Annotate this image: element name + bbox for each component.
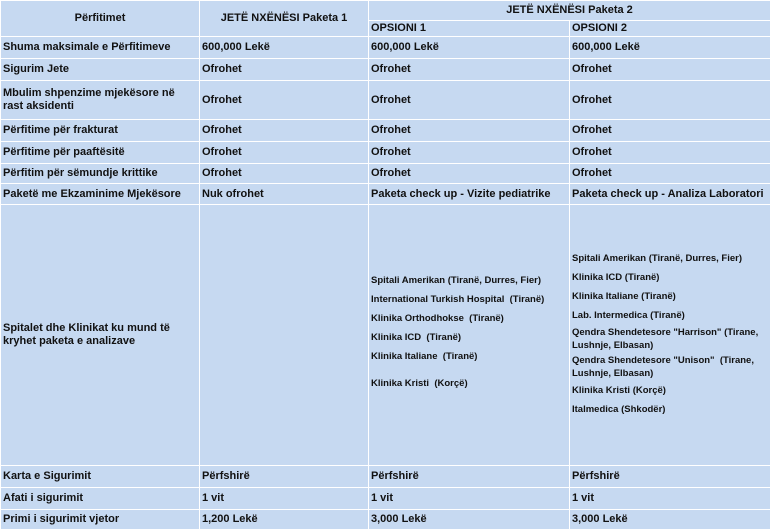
package1-value: 600,000 Lekë (200, 37, 369, 59)
table-row (1, 164, 770, 184)
row-label: Shuma maksimale e Përfitimeve (1, 37, 200, 59)
header-row (1, 1, 770, 21)
premium-option2: 3,000 Lekë (570, 510, 770, 530)
premium-label: Primi i sigurimit vjetor (1, 510, 200, 530)
row-label: Karta e Sigurimit (1, 466, 200, 488)
header-benefits: Përfitimet (1, 1, 200, 37)
option1-hospitals (369, 205, 570, 466)
package1-value: Ofrohet (200, 120, 369, 142)
row-label: Mbulim shpenzime mjekësore në rast aksidenti (1, 81, 200, 120)
list-item: Klinika Italiane (Tiranë) (371, 350, 567, 363)
package1-value: Ofrohet (200, 59, 369, 81)
list-item: Qendra Shendetesore "Unison" (Tirane, Lushnje, Elbasan) (572, 354, 768, 380)
table-row (1, 37, 770, 59)
option1-value: 600,000 Lekë (369, 37, 570, 59)
package1-value: 1 vit (200, 488, 369, 510)
table-row (1, 81, 770, 120)
package1-hospitals (200, 205, 369, 466)
list-item: Klinika Italiane (Tiranë) (572, 290, 768, 303)
option2-value: Ofrohet (570, 164, 770, 184)
list-item: Klinika ICD (Tiranë) (572, 271, 768, 284)
list-item: International Turkish Hospital (Tiranë) (371, 293, 567, 306)
list-item: Klinika Kristi (Korçë) (371, 377, 567, 390)
package1-value: Ofrohet (200, 142, 369, 164)
option2-hospital-list (572, 252, 768, 416)
package1-value: Ofrohet (200, 164, 369, 184)
premium-package1: 1,200 Lekë (200, 510, 369, 530)
table-row (1, 184, 770, 205)
row-label: Sigurim Jete (1, 59, 200, 81)
option1-value: Ofrohet (369, 120, 570, 142)
row-label: Përfitim për sëmundje krittike (1, 164, 200, 184)
list-item: Spitali Amerikan (Tiranë, Durres, Fier) (572, 252, 768, 265)
table-row (1, 59, 770, 81)
row-label: Paketë me Ekzaminime Mjekësore (1, 184, 200, 205)
option1-value: Ofrohet (369, 142, 570, 164)
option2-value: Ofrohet (570, 142, 770, 164)
option1-hospital-list (371, 274, 567, 390)
list-item: Qendra Shendetesore "Harrison" (Tirane, Lushnje, Elbasan) (572, 326, 768, 352)
table-row (1, 142, 770, 164)
list-item: Klinika ICD (Tiranë) (371, 331, 567, 344)
row-label: Afati i sigurimit (1, 488, 200, 510)
option1-value: Paketa check up - Vizite pediatrike (369, 184, 570, 205)
option2-value: 1 vit (570, 488, 770, 510)
premium-option1: 3,000 Lekë (369, 510, 570, 530)
package1-value: Nuk ofrohet (200, 184, 369, 205)
option2-value: Përfshirë (570, 466, 770, 488)
row-label: Përfitime për frakturat (1, 120, 200, 142)
header-option-2: OPSIONI 2 (570, 21, 770, 37)
option1-value: 1 vit (369, 488, 570, 510)
option1-value: Përfshirë (369, 466, 570, 488)
option2-value: Ofrohet (570, 59, 770, 81)
premium-row (1, 510, 770, 530)
table-row (1, 488, 770, 510)
option2-hospitals (570, 205, 770, 466)
header-package-1: JETË NXËNËSI Paketa 1 (200, 1, 369, 37)
header-package-2: JETË NXËNËSI Paketa 2 (369, 1, 770, 21)
option2-value: Paketa check up - Analiza Laboratori (570, 184, 770, 205)
list-item: Klinika Orthodhokse (Tiranë) (371, 312, 567, 325)
option2-value: 600,000 Lekë (570, 37, 770, 59)
table-row (1, 466, 770, 488)
option2-value: Ofrohet (570, 81, 770, 120)
option1-value: Ofrohet (369, 81, 570, 120)
list-item: Italmedica (Shkodër) (572, 403, 768, 416)
option2-value: Ofrohet (570, 120, 770, 142)
header-option-1: OPSIONI 1 (369, 21, 570, 37)
option1-value: Ofrohet (369, 59, 570, 81)
hospitals-row (1, 205, 770, 466)
hospitals-label: Spitalet dhe Klinikat ku mund të kryhet paketa e analizave (1, 205, 200, 466)
package1-value: Përfshirë (200, 466, 369, 488)
row-label: Përfitime për paaftësitë (1, 142, 200, 164)
list-item: Lab. Intermedica (Tiranë) (572, 309, 768, 322)
list-item: Spitali Amerikan (Tiranë, Durres, Fier) (371, 274, 567, 287)
package1-value: Ofrohet (200, 81, 369, 120)
list-item: Klinika Kristi (Korçë) (572, 384, 768, 397)
table-row (1, 120, 770, 142)
option1-value: Ofrohet (369, 164, 570, 184)
